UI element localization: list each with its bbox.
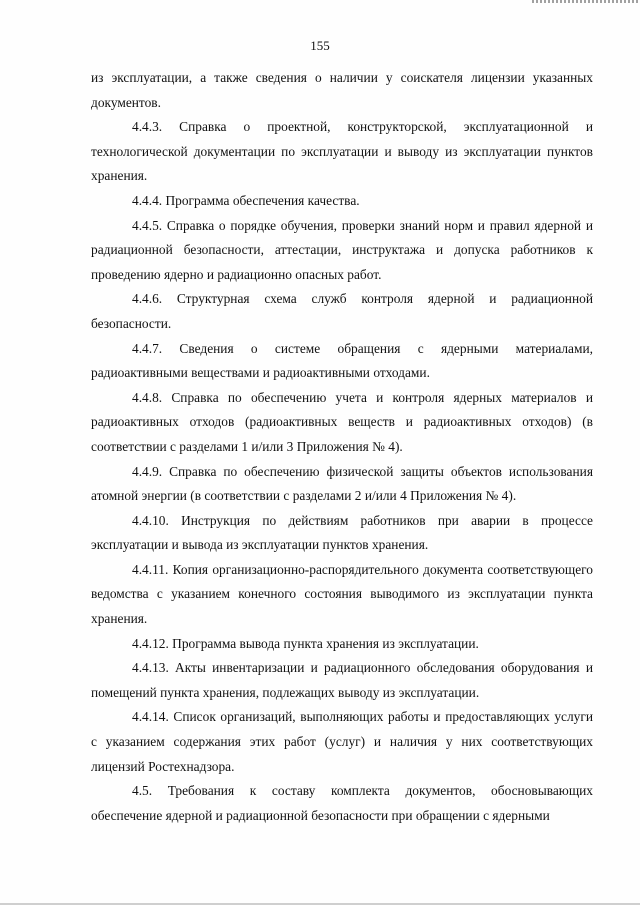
paragraph-4-5: 4.5. Требования к составу комплекта документов, обосновывающих обеспечение ядерной и радиационной безопасности при обращении с ядерными: [91, 783, 593, 823]
paragraph-4-4-4: 4.4.4. Программа обеспечения качества.: [132, 192, 360, 208]
body-text: [91, 66, 593, 828]
paragraph-continuation: из эксплуатации, а также сведения о наличии у соискателя лицензии указанных документов.: [91, 70, 593, 110]
paragraph-4-4-13: 4.4.13. Акты инвентаризации и радиационного обследования оборудования и помещений пункта хранения, подлежащих выводу из эксплуатации.: [91, 660, 593, 700]
scan-edge-mark: [532, 0, 640, 3]
paragraph-4-4-10: 4.4.10. Инструкция по действиям работников при аварии в процессе эксплуатации и вывода из эксплуатации пунктов хранения.: [91, 512, 593, 553]
paragraph-4-4-11: 4.4.11. Копия организационно-распорядительного документа соответствующего ведомства с указанием конечного состояния выводимого из эксплуатации пункта хранения.: [91, 561, 593, 627]
paragraph-4-4-8: 4.4.8. Справка по обеспечению учета и контроля ядерных материалов и радиоактивных отходов (радиоактивных веществ и радиоактивных отходов) (в соответствии с разделами 1 и/или 3 Приложения № 4).: [91, 389, 593, 454]
paragraph-4-4-7: 4.4.7. Сведения о системе обращения с ядерными материалами, радиоактивными веществами и радиоактивными отходами.: [91, 340, 593, 381]
paragraph-4-4-9: 4.4.9. Справка по обеспечению физической защиты объектов использования атомной энергии (в соответствии с разделами 2 и/или 4 Приложения № 4).: [91, 463, 593, 504]
paragraph-4-4-14: 4.4.14. Список организаций, выполняющих работы и предоставляющих услуги с указанием содержания этих работ (услуг) и наличия у них соответствующих лицензий Ростехнадзора.: [91, 709, 593, 774]
page-number: 155: [310, 38, 330, 53]
paragraph-4-4-6: 4.4.6. Структурная схема служб контроля ядерной и радиационной безопасности.: [91, 291, 593, 331]
paragraph-4-4-3: 4.4.3. Справка о проектной, конструкторской, эксплуатационной и технологической документации по эксплуатации и выводу из эксплуатации пунктов хранения.: [91, 119, 593, 184]
paragraph-4-4-5: 4.4.5. Справка о порядке обучения, проверки знаний норм и правил ядерной и радиационной безопасности, аттестации, инструктажа и допуска работников к проведению ядерно и радиационно опасных работ.: [91, 217, 593, 282]
paragraph-4-4-12: 4.4.12. Программа вывода пункта хранения из эксплуатации.: [132, 635, 479, 651]
